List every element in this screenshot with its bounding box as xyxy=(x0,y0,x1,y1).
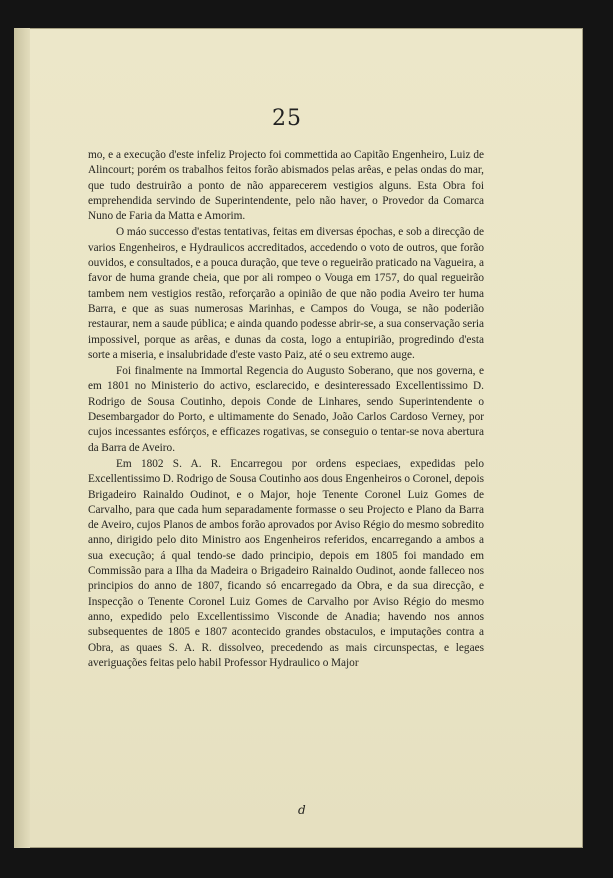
paragraph-4: Em 1802 S. A. R. Encarregou por ordens especiaes, expedidas pelo Excellentissimo D. Rodrigo de Sousa Coutinho aos dous Engenheiros o Coronel, depois Brigadeiro Rainaldo Oudinot, e o Major, hoje Tenente Coronel Luiz Gomes de Carvalho, para que cada hum separadamente formasse o seu Projecto e Plano da Barra de Aveiro, cujos Planos de ambos forão aprovados por Aviso Régio do mesmo sobredito anno, dirigido pelo dito Ministro aos Engenheiros referidos, encarregando a ambos a sua execução; á qual tendo-se dado principio, depois em 1805 foi mandado em Commissão para a Ilha da Madeira o Brigadeiro Rainaldo Oudinot, aonde falleceo nos principios do anno de 1807, ficando só encarregado da Obra, e da sua direcção, e Inspecção o Tenente Coronel Luiz Gomes de Carvalho por Aviso Régio do mesmo anno, expedido pelo Excellentissimo Visconde de Anadia; havendo nos annos subsequentes de 1805 e 1807 acontecido grandes obstaculos, e imputações contra a Obra, as quaes S. A. R. dissolveo, precedendo as mais circunspectas, e legaes averiguações feitas pelo habil Professor Hydraulico o Major xyxy=(88,457,484,669)
book-page xyxy=(14,28,583,848)
body-text xyxy=(88,148,484,671)
page-number: 25 xyxy=(272,106,302,131)
paragraph-3: Foi finalmente na Immortal Regencia do Augusto Soberano, que nos governa, e em 1801 no Ministerio do activo, esclarecido, e desinteressado Excellentissimo D. Rodrigo de Sousa Coutinho, depois Conde de Linhares, sendo Superintendente o Desembargador do Porto, e ultimamente do Senado, João Carlos Cardoso Verney, por cujos incessantes esfórços, e efficazes rogativas, se conseguio o tentar-se nova abertura da Barra de Aveiro. xyxy=(88,365,484,454)
signature-mark: d xyxy=(298,803,306,817)
paragraph-2: O máo successo d'estas tentativas, feitas em diversas épochas, e sob a direcção de varios Engenheiros, e Hydraulicos accreditados, accedendo o voto de outros, que forão ouvidos, e consultados, e a pouca duração, que teve o regueirão praticado na Vagueira, a favor de huma grande cheia, que por ali rompeo o Vouga em 1757, do qual regueirão tambem nem vestigios restão, reforçarão a opinião de que não podia Aveiro ter huma Barra, e que as suas numerosas Marinhas, e Campos do Vouga, se não poderião restaurar, nem a saude pública; e ainda quando podesse abrir-se, a sua conservação seria impossivel, porque as arêas, e dunas da costa, logo a entupirião, progredindo d'esta sorte a miseria, e insalubridade d'este vasto Paiz, até o seu extremo auge. xyxy=(88,226,484,361)
page-gutter-edge xyxy=(14,28,30,848)
paragraph-1: mo, e a execução d'este infeliz Projecto foi commettida ao Capitão Engenheiro, Luiz de Alincourt; porém os trabalhos feitos forão abismados pelas arêas, e pelas ondas do mar, que tudo destruirão a ponto de não apparecerem vestigios alguns. Esta Obra foi emprehendida servindo de Superintendente, pelo não haver, o Provedor da Comarca Nuno de Faria da Matta e Amorim. xyxy=(88,149,484,223)
